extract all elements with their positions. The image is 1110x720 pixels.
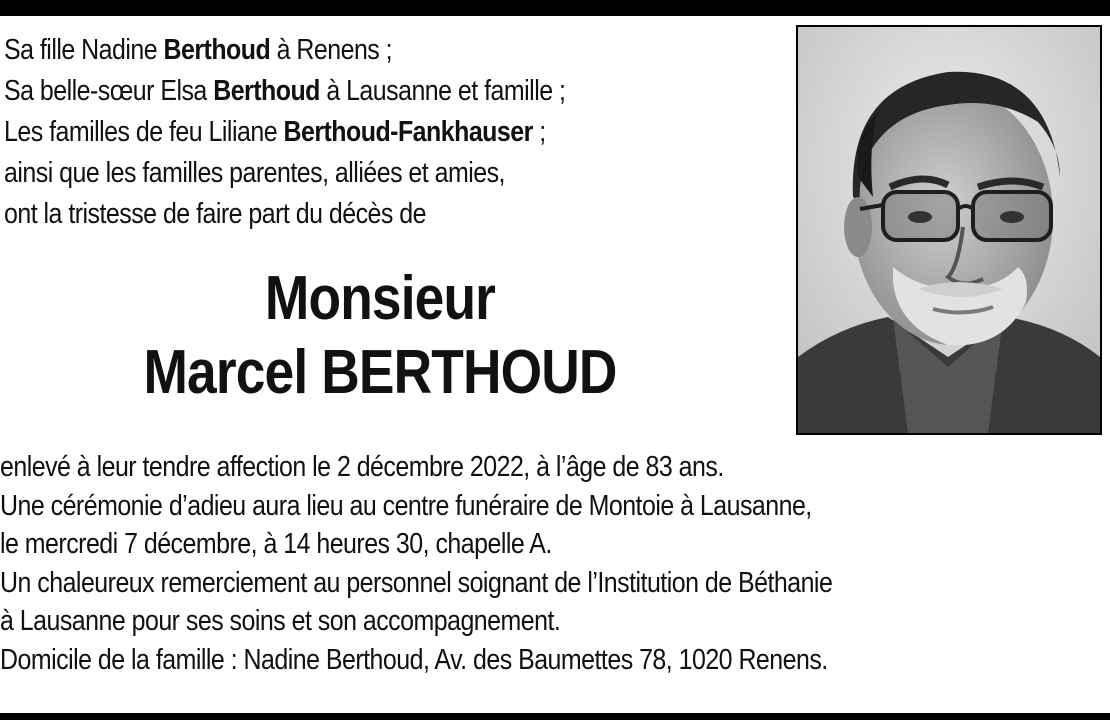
detail-line-ceremony: Une cérémonie d’adieu aura lieu au centre funéraire de Montoie à Lausanne, bbox=[0, 489, 812, 522]
portrait-photo bbox=[796, 25, 1102, 435]
deceased-title: Monsieur bbox=[264, 264, 496, 333]
deceased-name-block bbox=[60, 262, 700, 410]
announcement-intro bbox=[4, 30, 683, 235]
detail-line-date: enlevé à leur tendre affection le 2 décembre 2022, à l’âge de 83 ans. bbox=[0, 451, 724, 483]
intro-line-daughter: Sa fille Nadine Berthoud à Renens ; bbox=[4, 34, 393, 66]
intro-line-sister-in-law: Sa belle-sœur Elsa Berthoud à Lausanne et famille ; bbox=[4, 75, 566, 107]
detail-line-thanks-cont: à Lausanne pour ses soins et son accompagnement. bbox=[0, 605, 561, 637]
bottom-rule bbox=[0, 713, 1110, 720]
detail-line-schedule: le mercredi 7 décembre, à 14 heures 30, chapelle A. bbox=[0, 528, 552, 560]
intro-line-announcement: ont la tristesse de faire part du décès de bbox=[4, 198, 426, 230]
detail-line-thanks: Un chaleureux remerciement au personnel soignant de l’Institution de Béthanie bbox=[0, 566, 833, 599]
announcement-details bbox=[0, 448, 1110, 679]
portrait-photo-icon bbox=[798, 27, 1100, 433]
intro-line-families: Les familles de feu Liliane Berthoud-Fankhauser ; bbox=[4, 116, 546, 148]
top-rule bbox=[0, 0, 1110, 16]
deceased-name: Marcel BERTHOUD bbox=[143, 338, 617, 407]
intro-line-relatives: ainsi que les familles parentes, alliées et amies, bbox=[4, 157, 505, 189]
detail-line-address: Domicile de la famille : Nadine Berthoud, Av. des Baumettes 78, 1020 Renens. bbox=[0, 643, 828, 676]
